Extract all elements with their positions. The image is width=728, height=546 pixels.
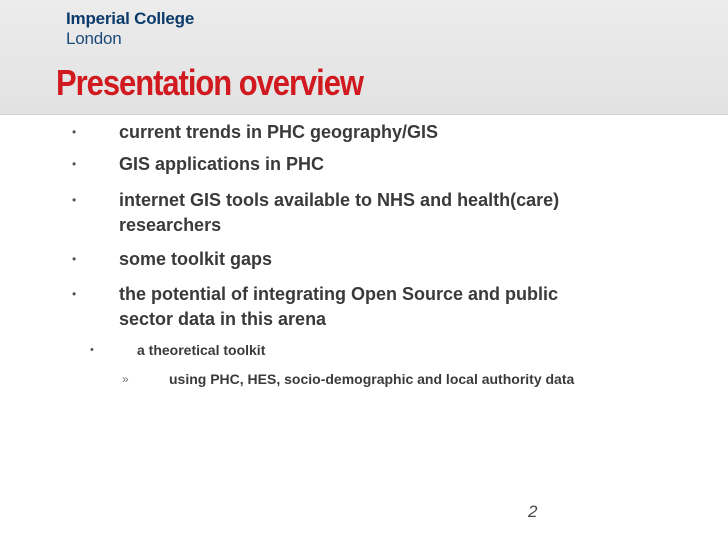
bullet-text-line2: sector data in this arena (119, 309, 327, 329)
bullet-marker: • (72, 193, 77, 207)
bullet-text: a theoretical toolkit (137, 342, 266, 358)
bullet-text-line2: researchers (119, 215, 222, 235)
slide-title: Presentation overview (56, 62, 363, 103)
bullet-text: current trends in PHC geography/GIS (119, 122, 439, 142)
bullet-marker: • (72, 157, 77, 171)
bullet-marker: • (72, 252, 77, 266)
page-number: 2 (528, 502, 538, 521)
bullet-marker: • (90, 344, 94, 356)
bullet-text: using PHC, HES, socio-demographic and local authority data (169, 371, 575, 387)
bullet-marker: • (72, 125, 77, 139)
bullet-text: GIS applications in PHC (119, 154, 325, 174)
bullet-text-line1: the potential of integrating Open Source and public (119, 284, 559, 304)
bullet-marker: » (122, 372, 129, 386)
bullet-marker: • (72, 287, 77, 301)
logo-line-1: Imperial College (66, 9, 195, 28)
logo-line-2: London (66, 29, 122, 48)
bullet-text: some toolkit gaps (119, 249, 273, 269)
bullet-text-line1: internet GIS tools available to NHS and health(care) (119, 190, 560, 210)
